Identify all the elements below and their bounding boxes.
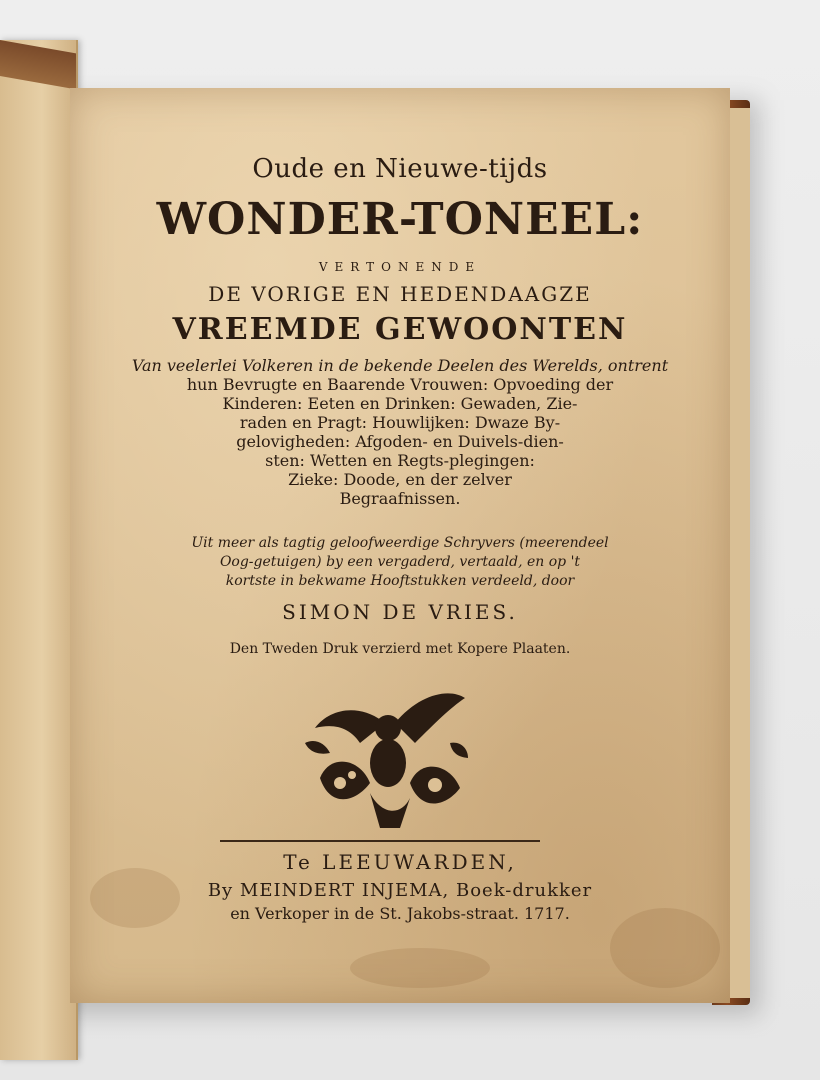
left-cover-board [0,40,78,1060]
title-page [70,88,730,1003]
description-block [110,356,690,508]
description-line: hun Bevrugte en Baarende Vrouwen: Opvoeding der [186,375,614,394]
title-line-3: VERTONENDE [318,260,482,274]
imprint-printer: By MEINDERT INJEMA, Boek-drukker [207,880,593,901]
source-line: kortste in bekwame Hooftstukken verdeeld, door [225,573,575,589]
imprint-place: Te LEEUWARDEN, [283,850,517,874]
source-line: Oog-getuigen) by een vergaderd, vertaald, en op 't [219,554,581,570]
description-line: Begraafnissen. [339,489,461,508]
imprint-rule [220,840,540,842]
title-line-4: DE VORIGE EN HEDENDAAGZE [208,282,592,306]
author-name: SIMON DE VRIES. [282,600,518,624]
description-line: Van veelerlei Volkeren in de bekende Deelen des Werelds, ontrent [131,356,669,375]
cover-corner [0,40,76,89]
description-line: sten: Wetten en Regts-plegingen: [265,451,535,470]
description-line: gelovigheden: Afgoden- en Duivels-dien- [236,432,564,451]
cherub-ornament-icon [300,683,470,833]
description-line: Zieke: Doode, en der zelver [288,470,512,489]
main-title: WONDER-TONEEL: [156,194,644,245]
title-line-1: Oude en Nieuwe-tijds [252,154,548,184]
page-stain [350,948,490,988]
description-line: raden en Pragt: Houwlijken: Dwaze By- [239,413,561,432]
source-line: Uit meer als tagtig geloofweerdige Schryvers (meerendeel [191,535,609,551]
source-block [110,534,690,591]
imprint-address: en Verkoper in de St. Jakobs-straat. 1717. [230,904,570,923]
edition-note: Den Tweden Druk verzierd met Kopere Plaaten. [229,641,571,657]
subtitle-heading: VREEMDE GEWOONTEN [172,312,628,347]
description-line: Kinderen: Eeten en Drinken: Gewaden, Zie- [222,394,578,413]
